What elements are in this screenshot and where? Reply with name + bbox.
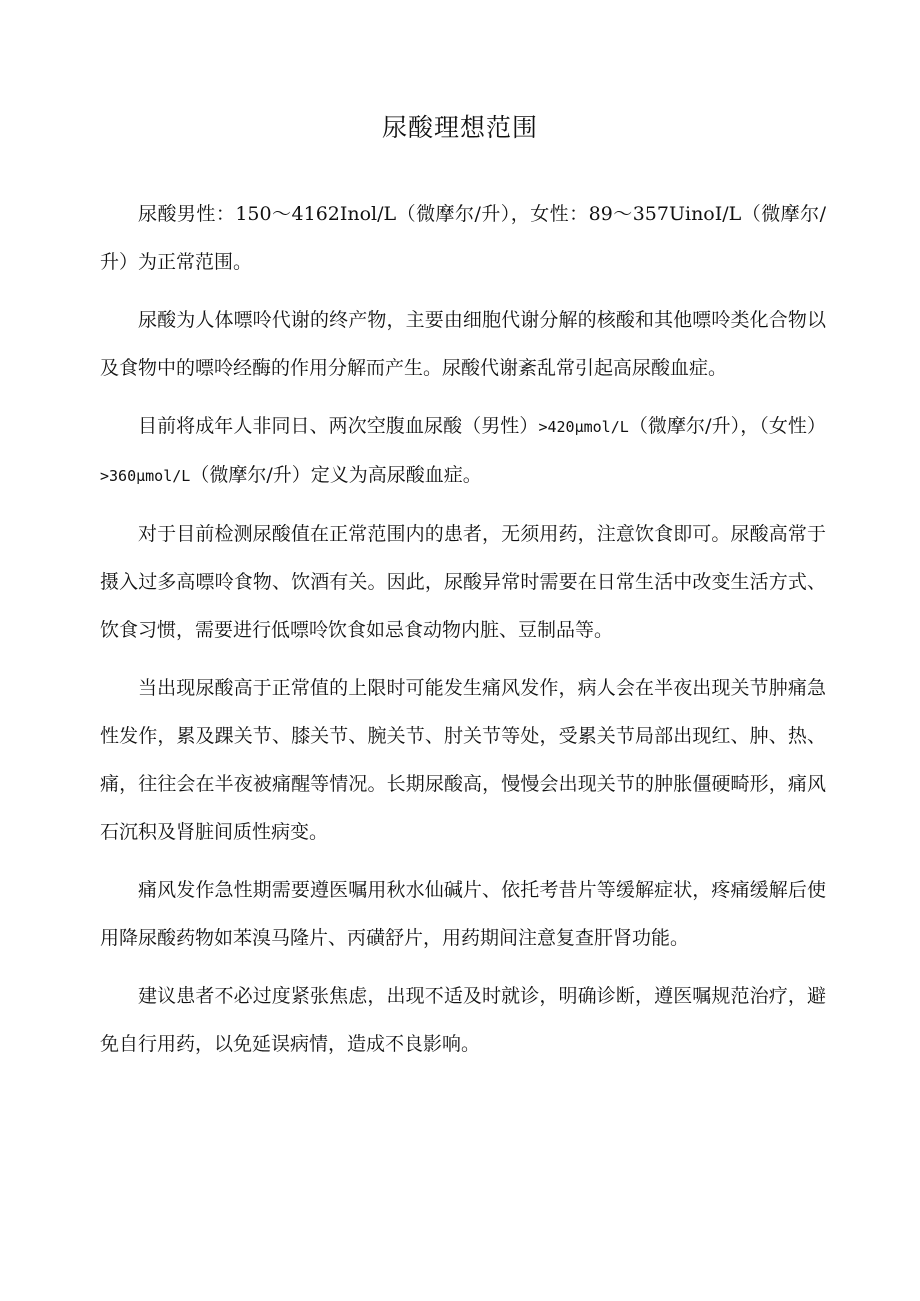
paragraph-uric-acid-origin: 尿酸为人体嘌呤代谢的终产物，主要由细胞代谢分解的核酸和其他嘌呤类化合物以及食物中的嘌呤经酶的作用分解而产生。尿酸代谢紊乱常引起高尿酸血症。 xyxy=(100,309,826,379)
definition-text-middle: （微摩尔/升），（女性） xyxy=(628,415,826,437)
paragraph-advice: 建议患者不必过度紧张焦虑，出现不适及时就诊，明确诊断，遵医嘱规范治疗，避免自行用药，以免延误病情，造成不良影响。 xyxy=(100,985,826,1055)
document-body xyxy=(100,190,826,1078)
paragraph-gout-treatment: 痛风发作急性期需要遵医嘱用秋水仙碱片、依托考昔片等缓解症状，疼痛缓解后使用降尿酸药物如苯溴马隆片、丙磺舒片，用药期间注意复查肝肾功能。 xyxy=(100,879,826,949)
document-title: 尿酸理想范围 xyxy=(381,113,538,142)
male-threshold-value: >420μmol∕L xyxy=(538,418,629,436)
paragraph-normal-care: 对于目前检测尿酸值在正常范围内的患者，无须用药，注意饮食即可。尿酸高常于摄入过多高嘌呤食物、饮酒有关。因此，尿酸异常时需要在日常生活中改变生活方式、饮食习惯，需要进行低嘌呤饮食如忌食动物内脏、豆制品等。 xyxy=(100,523,826,641)
paragraph-gout-symptoms: 当出现尿酸高于正常值的上限时可能发生痛风发作，病人会在半夜出现关节肿痛急性发作，累及踝关节、膝关节、腕关节、肘关节等处，受累关节局部出现红、肿、热、痛，往往会在半夜被痛醒等情况。长期尿酸高，慢慢会出现关节的肿胀僵硬畸形，痛风石沉积及肾脏间质性病变。 xyxy=(100,677,826,843)
paragraph-hyperuricemia-definition xyxy=(100,402,826,500)
paragraph-normal-range: 尿酸男性：150～4162Inol/L（微摩尔/升），女性：89～357UinoI/L（微摩尔/升）为正常范围。 xyxy=(100,203,826,273)
definition-text-start: 目前将成年人非同日、两次空腹血尿酸（男性） xyxy=(138,415,539,437)
definition-text-end: （微摩尔/升）定义为高尿酸血症。 xyxy=(190,464,482,486)
female-threshold-value: >360μmol∕L xyxy=(100,467,191,485)
